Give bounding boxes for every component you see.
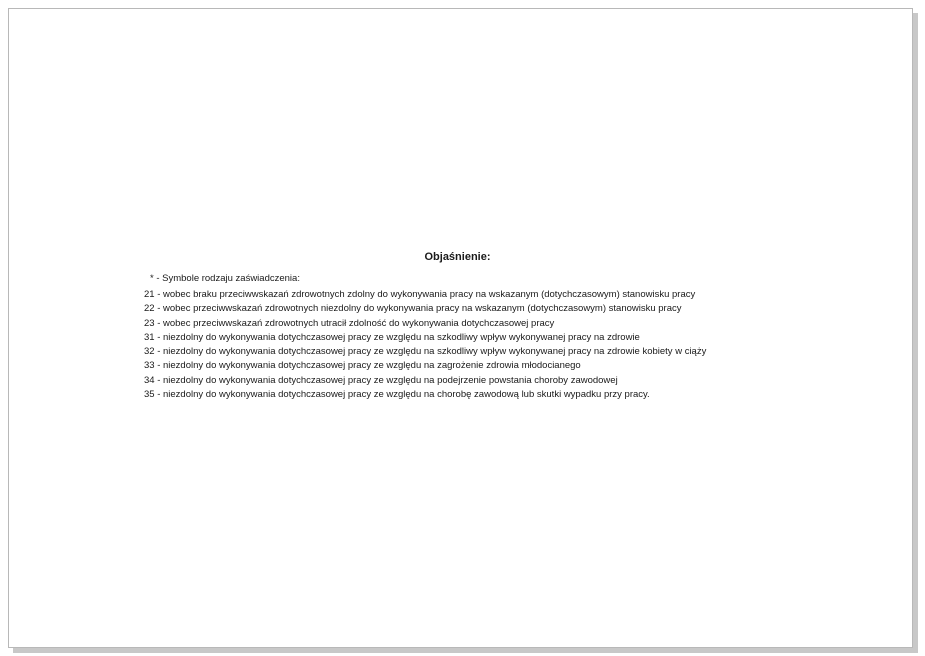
legend-list	[144, 288, 706, 402]
legend-item-32: 32 - niezdolny do wykonywania dotychczasowej pracy ze względu na szkodliwy wpływ wykonywanej pracy na zdrowie kobiety w ciąży	[144, 346, 707, 358]
legend-item-34: 34 - niezdolny do wykonywania dotychczasowej pracy ze względu na podejrzenie powstania choroby zawodowej	[144, 374, 618, 386]
legend-intro: * - Symbole rodzaju zaświadczenia:	[150, 273, 300, 284]
document-page	[8, 8, 913, 648]
legend-item-22: 22 - wobec przeciwwskazań zdrowotnych niezdolny do wykonywania pracy na wskazanym (dotychczasowym) stanowisku pracy	[144, 303, 682, 315]
legend-item-31: 31 - niezdolny do wykonywania dotychczasowej pracy ze względu na szkodliwy wpływ wykonywanej pracy na zdrowie	[144, 331, 640, 343]
legend-item-35: 35 - niezdolny do wykonywania dotychczasowej pracy ze względu na chorobę zawodową lub skutki wypadku przy pracy.	[144, 389, 650, 401]
legend-item-23: 23 - wobec przeciwwskazań zdrowotnych utracił zdolność do wykonywania dotychczasowej pracy	[144, 317, 555, 329]
legend-item-21: 21 - wobec braku przeciwwskazań zdrowotnych zdolny do wykonywania pracy na wskazanym (dotychczasowym) stanowisku pracy	[144, 289, 696, 300]
legend-item-33: 33 - niezdolny do wykonywania dotychczasowej pracy ze względu na zagrożenie zdrowia młodocianego	[144, 360, 581, 372]
page-title: Objaśnienie:	[424, 251, 491, 263]
